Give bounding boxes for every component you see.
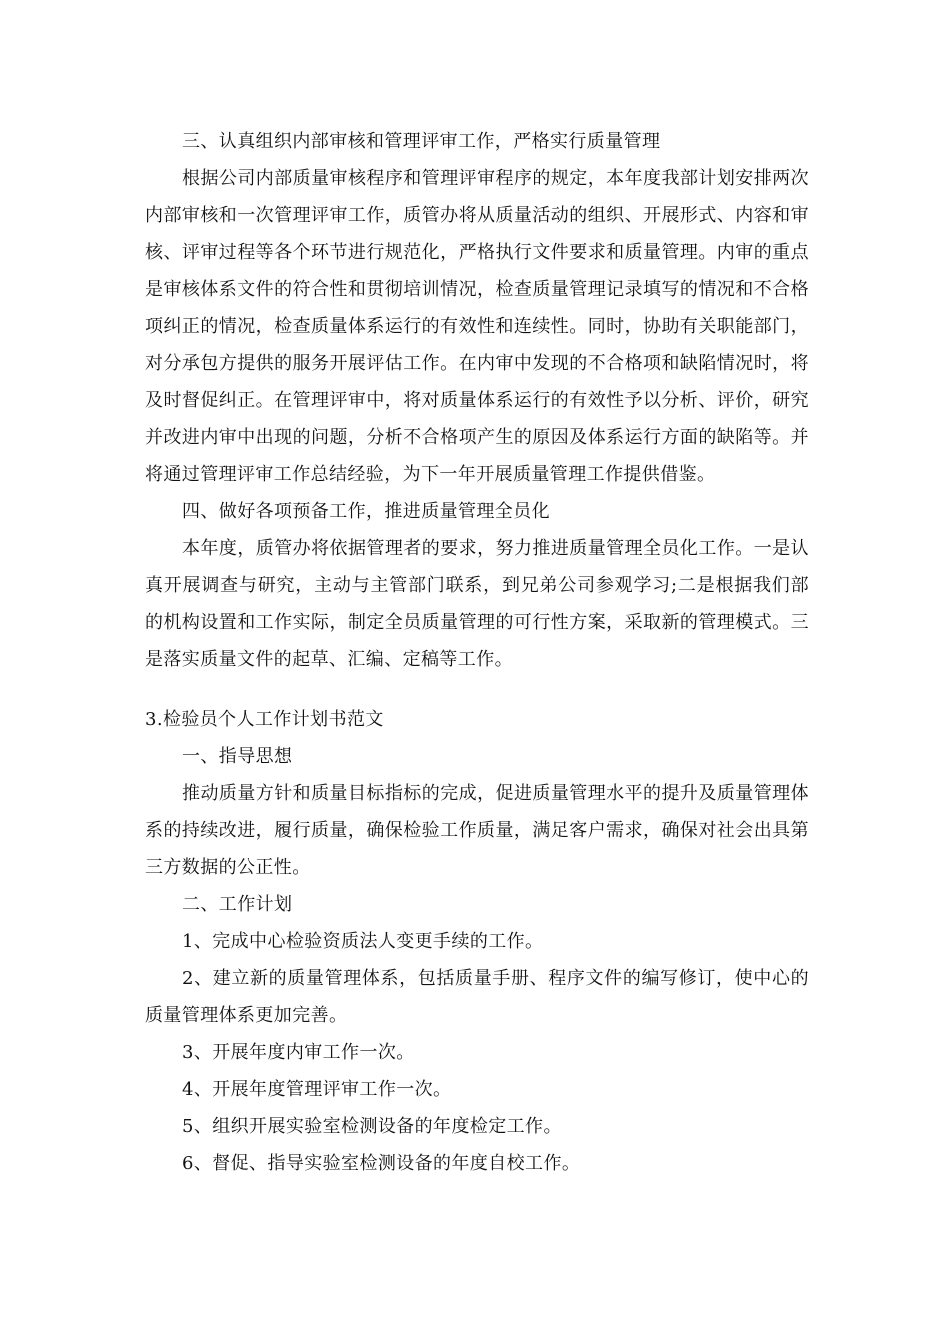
plan-item: 4、开展年度管理评审工作一次。 <box>182 1079 452 1100</box>
document-page <box>145 123 809 1182</box>
document-3-title: 3.检验员个人工作计划书范文 <box>145 709 384 730</box>
guiding-heading: 一、指导思想 <box>182 746 293 767</box>
section-4-body: 本年度，质管办将依据管理者的要求，努力推进质量管理全员化工作。一是认真开展调查与研究，主动与主管部门联系，到兄弟公司参观学习;二是根据我们部的机构设置和工作实际，制定全员质量管理的可行性方案，采取新的管理模式。三是落实质量文件的起草、汇编、定稿等工作。 <box>145 538 809 670</box>
guiding-body: 推动质量方针和质量目标指标的完成，促进质量管理水平的提升及质量管理体系的持续改进，履行质量，确保检验工作质量，满足客户需求，确保对社会出具第三方数据的公正性。 <box>145 783 809 878</box>
section-spacer <box>145 678 809 701</box>
plan-item: 6、督促、指导实验室检测设备的年度自校工作。 <box>182 1153 581 1174</box>
plan-item: 5、组织开展实验室检测设备的年度检定工作。 <box>182 1116 562 1137</box>
section-4-heading: 四、做好各项预备工作，推进质量管理全员化 <box>182 501 550 522</box>
plan-heading: 二、工作计划 <box>182 894 293 915</box>
section-3-body: 根据公司内部质量审核程序和管理评审程序的规定，本年度我部计划安排两次内部审核和一次管理评审工作，质管办将从质量活动的组织、开展形式、内容和审核、评审过程等各个环节进行规范化，严格执行文件要求和质量管理。内审的重点是审核体系文件的符合性和贯彻培训情况，检查质量管理记录填写的情况和不合格项纠正的情况，检查质量体系运行的有效性和连续性。同时，协助有关职能部门，对分承包方提供的服务开展评估工作。在内审中发现的不合格项和缺陷情况时，将及时督促纠正。在管理评审中，将对质量体系运行的有效性予以分析、评价，研究并改进内审中出现的问题，分析不合格项产生的原因及体系运行方面的缺陷等。并将通过管理评审工作总结经验，为下一年开展质量管理工作提供借鉴。 <box>145 168 809 485</box>
section-3-heading: 三、认真组织内部审核和管理评审工作，严格实行质量管理 <box>182 131 661 152</box>
plan-item: 3、开展年度内审工作一次。 <box>182 1042 415 1063</box>
plan-item: 2、建立新的质量管理体系，包括质量手册、程序文件的编写修订，使中心的质量管理体系更加完善。 <box>145 968 809 1026</box>
plan-item: 1、完成中心检验资质法人变更手续的工作。 <box>182 931 544 952</box>
